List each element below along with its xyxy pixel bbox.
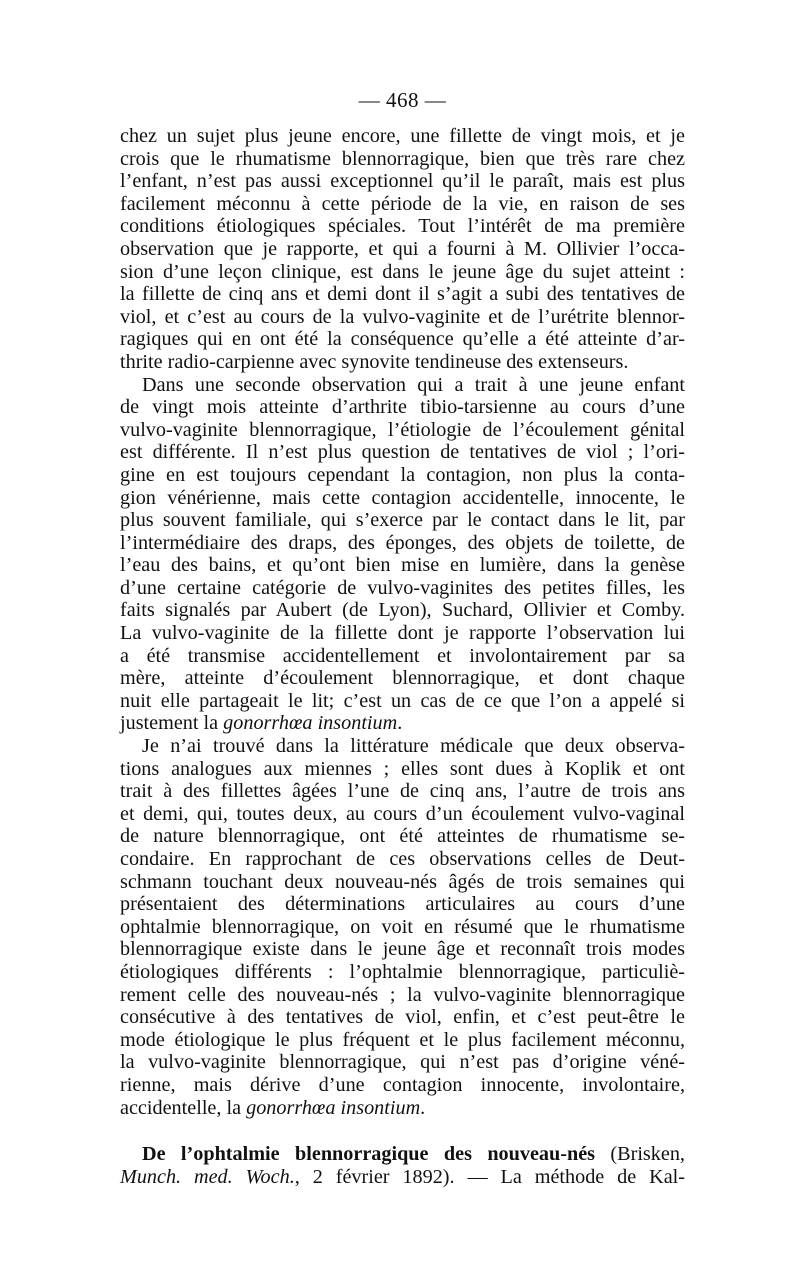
text-line: gion vénérienne, mais cette contagion accidentelle, innocente, le	[120, 486, 685, 509]
text-line: tions analogues aux miennes ; elles sont dues à Koplik et ont	[120, 757, 685, 780]
latin-term: gonorrhœa insontium	[223, 712, 398, 735]
text-line: mère, atteinte d’écoulement blennorragique, et dont chaque	[120, 667, 685, 690]
text-line: plus souvent familiale, qui s’exerce par le contact dans le lit, par	[120, 509, 685, 532]
text-line	[120, 1166, 685, 1189]
text-line: crois que le rhumatisme blennorragique, bien que très rare chez	[120, 147, 685, 170]
text-line: rienne, mais dérive d’une contagion innocente, involontaire,	[120, 1073, 685, 1096]
text-line: observation que je rapporte, et qui a fourni à M. Ollivier l’occa-	[120, 237, 685, 260]
section-title: De l’ophtalmie blennorragique des nouveau-nés	[142, 1143, 596, 1166]
text-line: facilement méconnu à cette période de la vie, en raison de ses	[120, 192, 685, 215]
page-number: — 468 —	[358, 88, 447, 112]
text-line	[120, 1143, 685, 1166]
text-line: et demi, qui, toutes deux, au cours d’un écoulement vulvo-vaginal	[120, 802, 685, 825]
text-line: chez un sujet plus jeune encore, une fillette de vingt mois, et je	[120, 125, 685, 147]
text-line: l’enfant, n’est pas aussi exceptionnel qu’il le paraît, mais est plus	[120, 170, 685, 193]
section-paragraph	[120, 1143, 685, 1188]
text-line: a été transmise accidentellement et involontairement par sa	[120, 644, 685, 667]
text-line: est différente. Il n’est plus question de tentatives de viol ; l’ori-	[120, 441, 685, 464]
text-line: viol, et c’est au cours de la vulvo-vaginite et de l’urétrite blennor-	[120, 305, 685, 328]
text-fragment: .	[397, 712, 403, 735]
paragraph-2	[120, 374, 685, 736]
text-line: d’une certaine catégorie de vulvo-vaginites des petites filles, les	[120, 576, 685, 599]
text-line: présentaient des déterminations articulaires au cours d’une	[120, 893, 685, 916]
text-line: de vingt mois atteinte d’arthrite tibio-tarsienne au cours d’une	[120, 396, 685, 419]
text-line: de nature blennorragique, ont été atteintes de rhumatisme se-	[120, 825, 685, 848]
text-line: gine en est toujours cependant la contagion, non plus la conta-	[120, 463, 685, 486]
text-line: vulvo-vaginite blennorragique, l’étiologie de l’écoulement génital	[120, 418, 685, 441]
text-line: la vulvo-vaginite blennorragique, qui n’est pas d’origine véné-	[120, 1051, 685, 1074]
text-line: sion d’une leçon clinique, est dans le jeune âge du sujet atteint :	[120, 260, 685, 283]
text-line: schmann touchant deux nouveau-nés âgés de trois semaines qui	[120, 870, 685, 893]
text-line: Dans une seconde observation qui a trait à une jeune enfant	[142, 373, 685, 396]
text-line: faits signalés par Aubert (de Lyon), Suchard, Ollivier et Comby.	[120, 599, 685, 622]
text-fragment: accidentelle, la	[120, 1096, 247, 1119]
text-line: conditions étiologiques spéciales. Tout l’intérêt de ma première	[120, 215, 685, 238]
text-line: rement celle des nouveau-nés ; la vulvo-vaginite blennorragique	[120, 983, 685, 1006]
text-line: étiologiques différents : l’ophtalmie blennorragique, particuliè-	[120, 960, 685, 983]
text-fragment: , 2 février 1892). — La méthode de Kal-	[294, 1165, 685, 1188]
text-line: consécutive à des tentatives de viol, enfin, et c’est peut-être le	[120, 1006, 685, 1029]
text-line: Je n’ai trouvé dans la littérature médicale que deux observa-	[142, 735, 685, 758]
text-line: la fillette de cinq ans et demi dont il s’agit a subi des tentatives de	[120, 283, 685, 306]
text-line: trait à des fillettes âgées l’une de cinq ans, l’autre de trois ans	[120, 780, 685, 803]
text-line: mode étiologique le plus fréquent et le plus facilement méconnu,	[120, 1028, 685, 1051]
text-line: ragiques qui en ont été la conséquence qu’elle a été atteinte d’ar-	[120, 328, 685, 351]
text-line: thrite radio-carpienne avec synovite tendineuse des extenseurs.	[120, 350, 629, 373]
text-line: blennorragique existe dans le jeune âge et reconnaît trois modes	[120, 938, 685, 961]
text-fragment: .	[420, 1096, 426, 1119]
text-line: condaire. En rapprochant de ces observations celles de Deut-	[120, 848, 685, 870]
text-line: La vulvo-vaginite de la fillette dont je rapporte l’observation lui	[120, 622, 685, 645]
text-line	[120, 712, 685, 735]
paragraph-3	[120, 735, 685, 1119]
text-line: ophtalmie blennorragique, on voit en résumé que le rhumatisme	[120, 915, 685, 938]
text-line: l’intermédiaire des draps, des éponges, des objets de toilette, de	[120, 531, 685, 554]
paragraph-1	[120, 125, 685, 374]
text-line: l’eau des bains, et qu’ont bien mise en lumière, dans la genèse	[120, 554, 685, 577]
latin-term: gonorrhœa insontium	[246, 1096, 421, 1119]
text-line: nuit elle partageait le lit; c’est un cas de ce que l’on a appelé si	[120, 689, 685, 712]
text-fragment: (Brisken,	[595, 1143, 685, 1166]
text-line	[120, 1097, 685, 1120]
text-fragment: justement la	[120, 712, 224, 735]
journal-name: Munch. med. Woch.	[120, 1165, 295, 1188]
book-page	[120, 88, 685, 1188]
